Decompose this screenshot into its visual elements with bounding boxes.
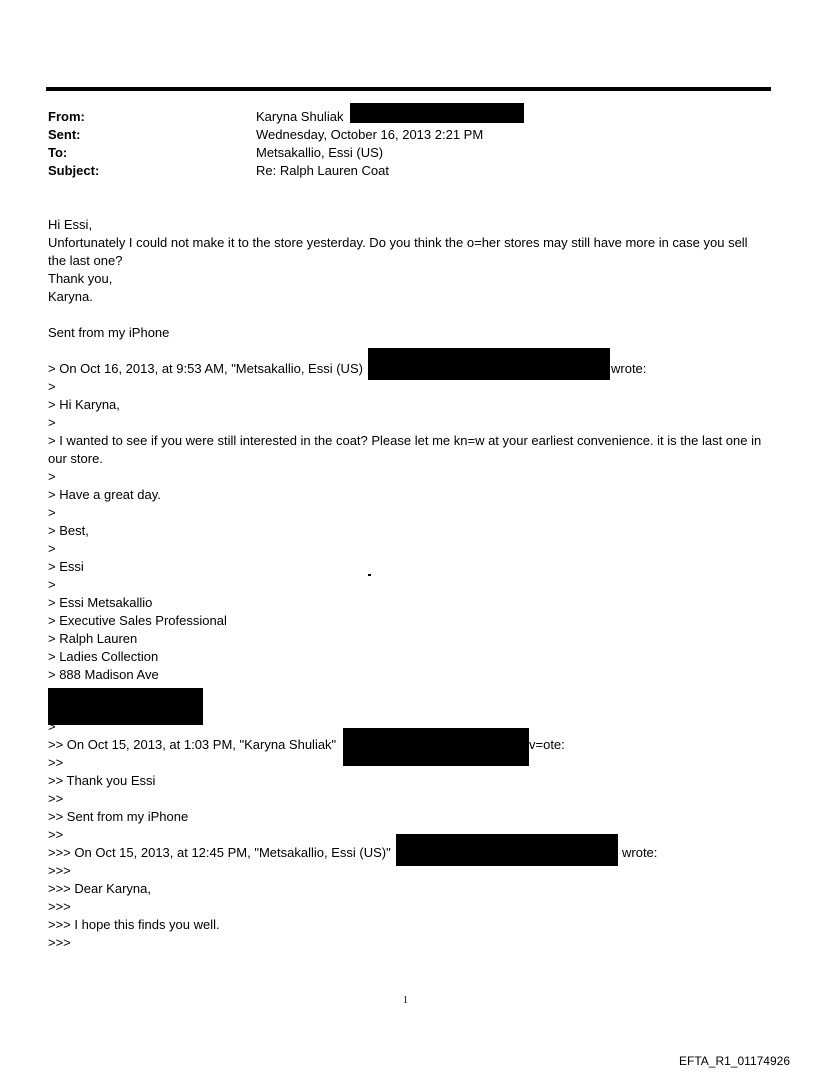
document-id: EFTA_R1_01174926 (679, 1054, 790, 1068)
quote-line: >>> (48, 863, 71, 878)
sent-value: Wednesday, October 16, 2013 2:21 PM (256, 127, 484, 142)
to-value: Metsakallio, Essi (US) (256, 145, 384, 160)
quote-line: >>> I hope this finds you well. (48, 917, 220, 932)
signature-title: > Executive Sales Professional (48, 613, 227, 628)
quote-line: >>> (48, 935, 71, 950)
page-number: 1 (403, 995, 408, 1006)
sent-from-line: Sent from my iPhone (48, 325, 170, 340)
quote1-intro: > On Oct 16, 2013, at 9:53 AM, "Metsakallio, Essi (US) (48, 361, 363, 376)
quote-line: >> (48, 755, 64, 770)
quote-line: > Essi (48, 559, 84, 574)
quote-line: > (48, 379, 56, 394)
redaction-block (368, 348, 610, 380)
signature-department: > Ladies Collection (48, 649, 159, 664)
sent-label: Sent: (48, 127, 81, 142)
signature-company: > Ralph Lauren (48, 631, 138, 646)
quote-line: >> (48, 827, 64, 842)
quote-line: >>> (48, 899, 71, 914)
quote-line: > (48, 469, 56, 484)
quote-line: >>> Dear Karyna, (48, 881, 151, 896)
quote-line: > Hi Karyna, (48, 397, 120, 412)
quote-line: > (48, 577, 56, 592)
header-rule (46, 87, 771, 91)
quote-line: >> (48, 791, 64, 806)
subject-value: Re: Ralph Lauren Coat (256, 163, 389, 178)
signature-name: > Essi Metsakallio (48, 595, 153, 610)
quote-line: > (48, 505, 56, 520)
quote2-intro-end: v=ote: (529, 737, 565, 752)
quote1-intro-end: wrote: (611, 361, 647, 376)
scan-speck (368, 574, 371, 576)
quote-line: > (48, 719, 56, 730)
quote-line: > (48, 541, 56, 556)
redaction-block (48, 688, 203, 725)
quote-line: > Have a great day. (48, 487, 161, 502)
quote2-intro: >> On Oct 15, 2013, at 1:03 PM, "Karyna Shuliak" (48, 737, 337, 752)
redaction-block (396, 834, 618, 866)
greeting: Hi Essi, (48, 217, 93, 232)
quote3-intro: >>> On Oct 15, 2013, at 12:45 PM, "Metsakallio, Essi (US)" (48, 845, 391, 860)
redaction-block (343, 728, 529, 766)
thanks-line: Thank you, (48, 271, 113, 286)
quote-line: > Best, (48, 523, 89, 538)
quote3-intro-end: wrote: (622, 845, 658, 860)
quote-line: >> Thank you Essi (48, 773, 156, 788)
to-label: To: (48, 145, 68, 160)
from-value: Karyna Shuliak (256, 109, 344, 124)
body-paragraph: Unfortunately I could not make it to the store yesterday. Do you think the o=her stores may still have more in case you sell the last one? (48, 235, 748, 268)
redaction-block (350, 103, 524, 123)
quote1-paragraph: > I wanted to see if you were still interested in the coat? Please let me kn=w at your earliest convenience. it is the last one in our store. (48, 433, 762, 466)
signature-address: > 888 Madison Ave (48, 667, 159, 682)
subject-label: Subject: (48, 163, 100, 178)
quote-line: >> Sent from my iPhone (48, 809, 189, 824)
signature-line: Karyna. (48, 289, 93, 304)
quote-line: > (48, 415, 56, 430)
from-label: From: (48, 109, 85, 124)
